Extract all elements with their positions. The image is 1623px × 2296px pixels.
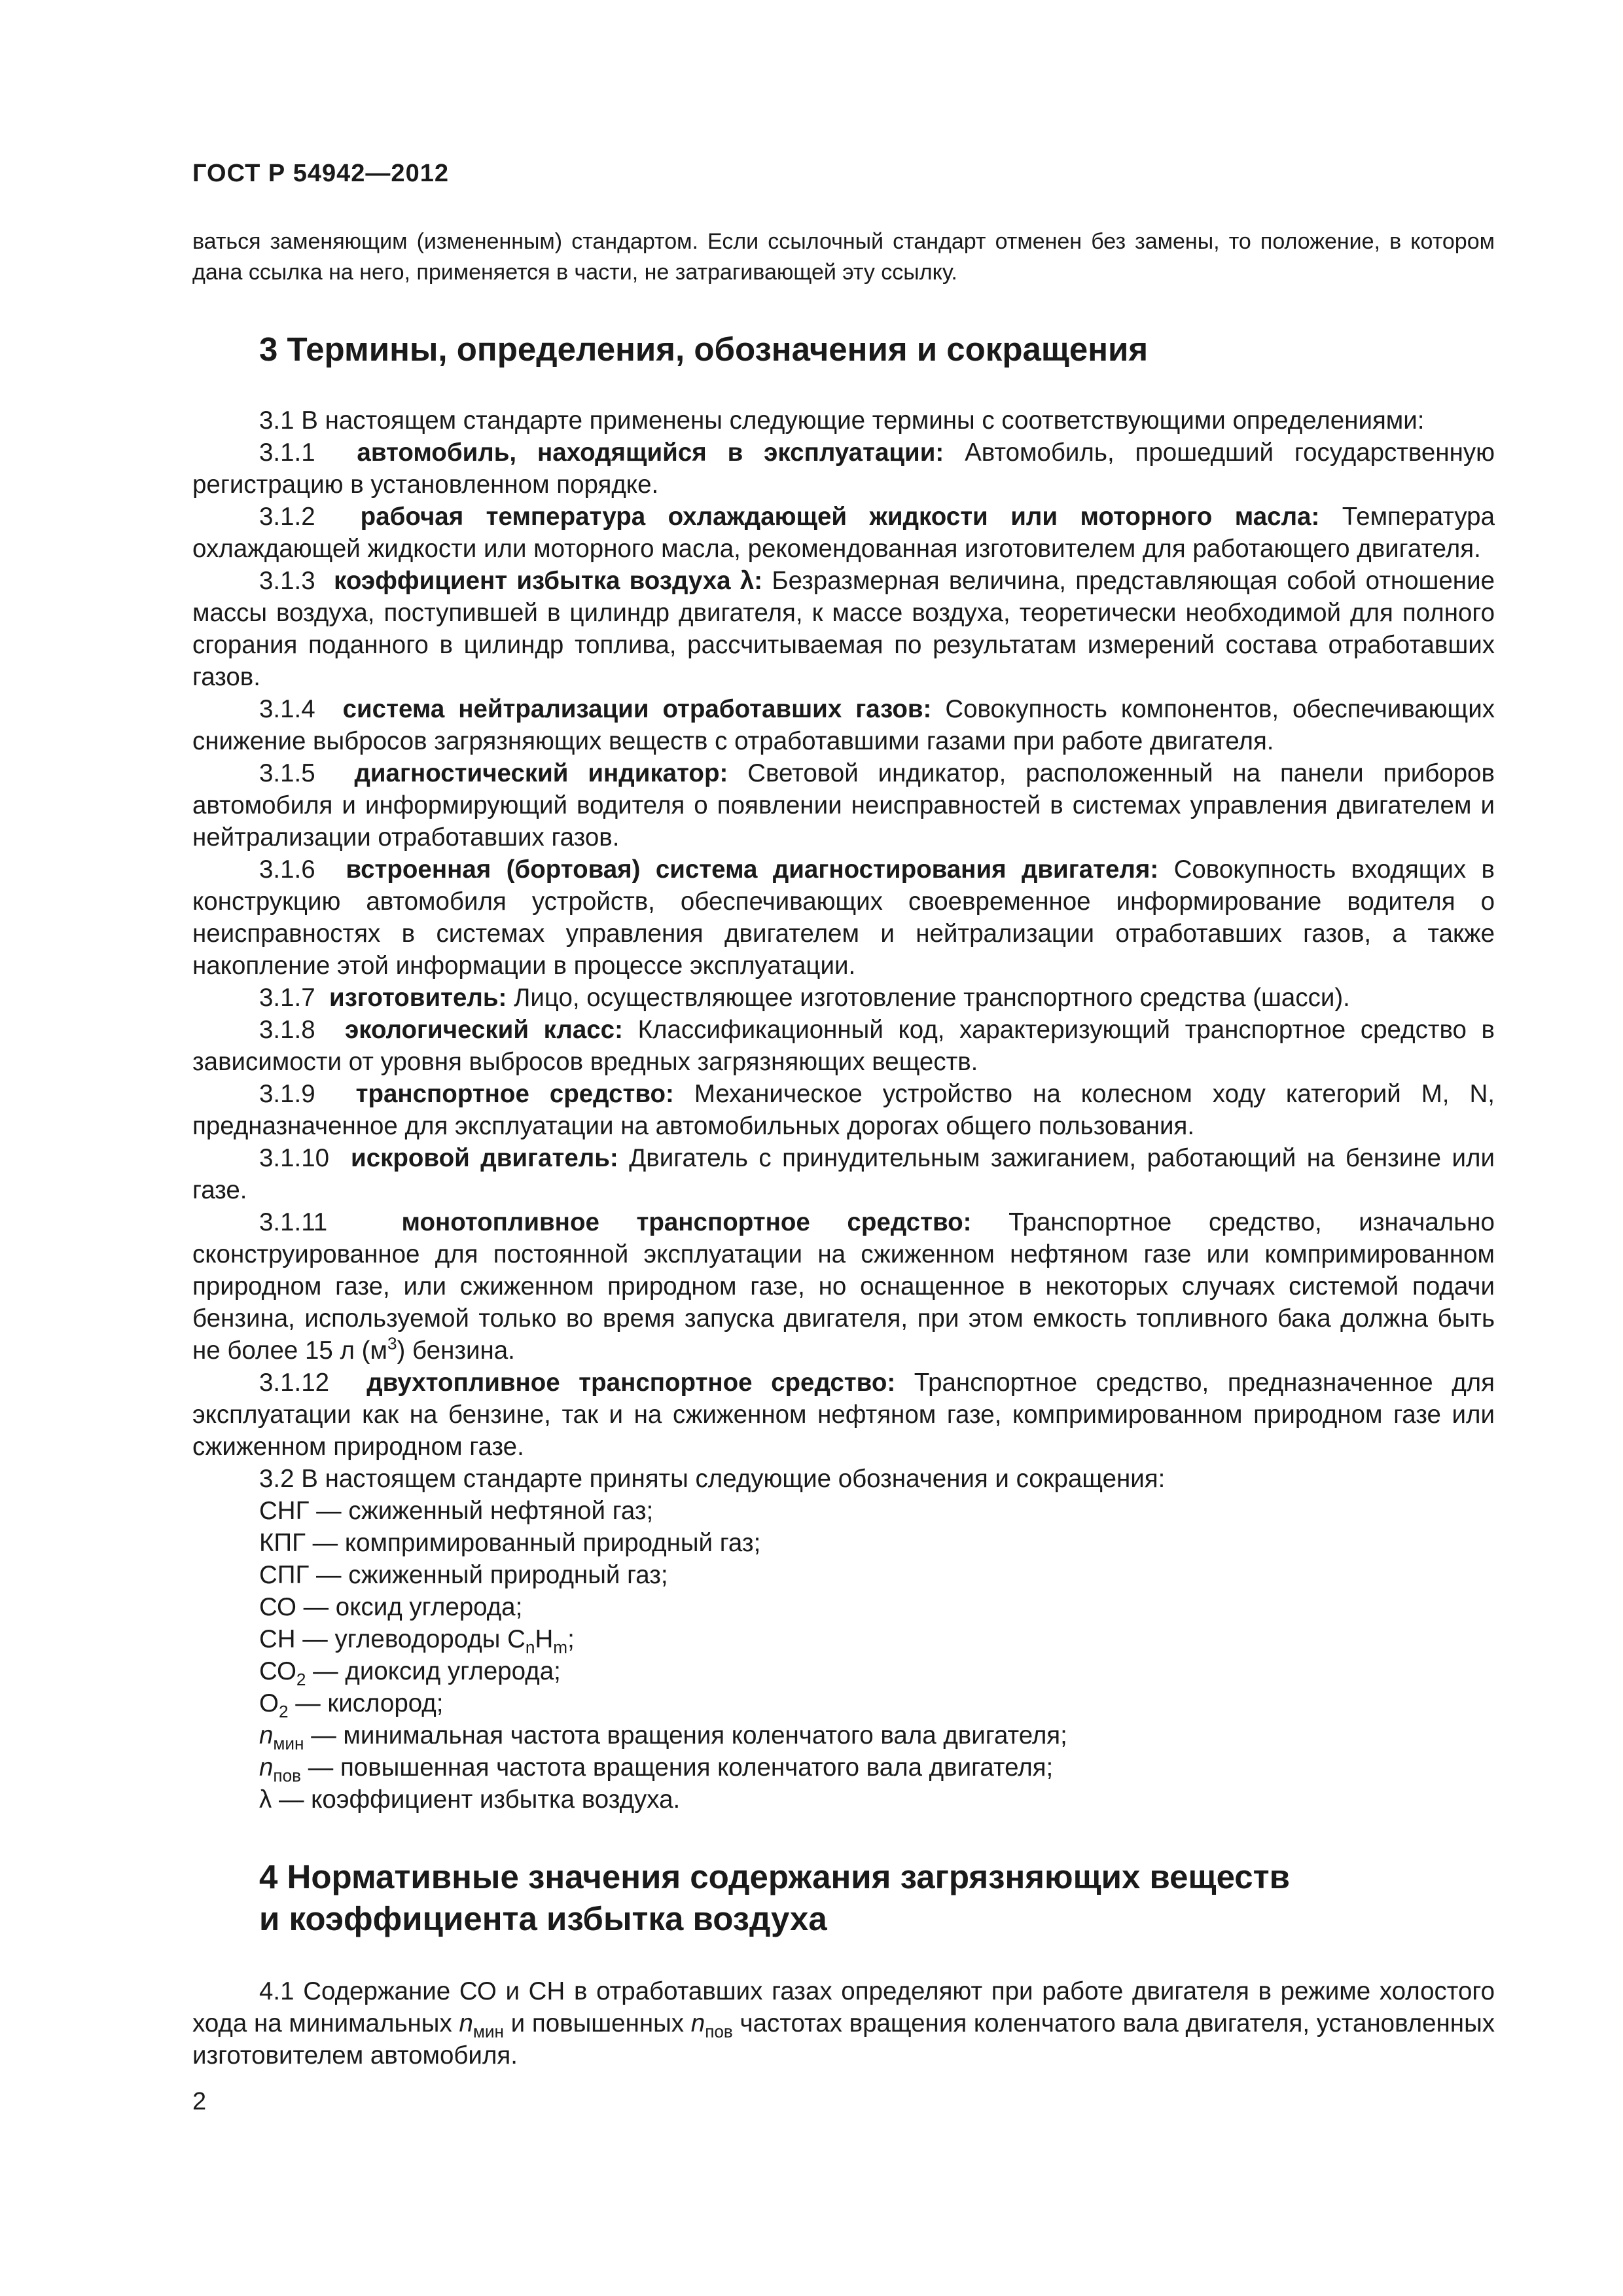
- clause-3-1: 3.1 В настоящем стандарте применены следующие термины с соответствующими определениями:: [259, 406, 1425, 435]
- intro-paragraph: ваться заменяющим (измененным) стандартом. Если ссылочный стандарт отменен без замены, то положение, в котором дана ссылка на него, применяется в части, не затрагивающей эту ссылку.: [192, 229, 1495, 285]
- term-3-1-5: 3.1.5 диагностический индикатор: Световой индикатор, расположенный на панели приборов автомобиля и информирующий водителя о появлении неисправностей в системах управления двигателем и нейтрализации отработавших газов.: [192, 759, 1495, 852]
- term-3-1-6: 3.1.6 встроенная (бортовая) система диагностирования двигателя: Совокупность входящих в конструкцию автомобиля устройств, обеспечивающих своевременное информирование водителя о неисправностях в системах управления двигателем и нейтрализации отработавших газов, а также накопление этой информации в процессе эксплуатации.: [192, 855, 1495, 980]
- clause-3-2: 3.2 В настоящем стандарте приняты следующие обозначения и сокращения:: [259, 1465, 1166, 1493]
- document-code: ГОСТ Р 54942—2012: [192, 160, 449, 187]
- section-3-heading: 3 Термины, определения, обозначения и сокращения: [259, 331, 1149, 368]
- term-3-1-3: 3.1.3 коэффициент избытка воздуха λ: Безразмерная величина, представляющая собой отношение массы воздуха, поступившей в цилиндр двигателя, к массе воздуха, теоретически необходимой для полного сгорания поданного в цилиндр топлива, рассчитываемая по результатам измерений состава отработавших газов.: [192, 567, 1495, 691]
- terms-list: [192, 437, 1495, 1463]
- abbr-o2: $O_2$ — кислород;: [259, 1689, 444, 1722]
- term-3-1-11: 3.1.11 монотопливное транспортное средство: Транспортное средство, изначально сконструированное для постоянной эксплуатации на сжиженном нефтяном газе или компримированном природном газе, или сжиженном природном газе, но оснащенное в некоторых случаях системой подачи бензина, используемой только во время запуска двигателя, при этом емкость топливного бака должна быть не более 15 л $(м^3)$ бензина.: [192, 1208, 1495, 1365]
- term-3-1-9: 3.1.9 транспортное средство: Механическое устройство на колесном ходу категорий M, N, предназначенное для эксплуатации на автомобильных дорогах общего пользования.: [192, 1080, 1495, 1140]
- term-3-1-7: 3.1.7 изготовитель: Лицо, осуществляющее изготовление транспортного средства (шасси).: [259, 984, 1350, 1012]
- abbreviations-list: [192, 1495, 1495, 1816]
- abbr-ch: СН — углеводороды $C_nH_m$;: [259, 1625, 575, 1658]
- abbr-lambda: λ — коэффициент избытка воздуха.: [259, 1785, 681, 1814]
- section-4-heading: 4 Нормативные значения содержания загрязняющих веществ и коэффициента избытка воздуха: [259, 1858, 1290, 1937]
- term-3-1-1: 3.1.1 автомобиль, находящийся в эксплуатации: Автомобиль, прошедший государственную регистрацию в установленном порядке.: [192, 439, 1495, 499]
- page-number: 2: [192, 2088, 207, 2115]
- abbr-co2: $СО_2$ — диоксид углерода;: [259, 1657, 561, 1690]
- abbr-sng: СНГ — сжиженный нефтяной газ;: [259, 1497, 654, 1525]
- term-3-1-10: 3.1.10 искровой двигатель: Двигатель с принудительным зажиганием, работающий на бензине или газе.: [192, 1144, 1495, 1204]
- abbr-npov: $n_{пов}$ — повышенная частота вращения коленчатого вала двигателя;: [259, 1753, 1054, 1786]
- abbr-nmin: $n_{мин}$ — минимальная частота вращения коленчатого вала двигателя;: [259, 1721, 1067, 1754]
- term-3-1-2: 3.1.2 рабочая температура охлаждающей жидкости или моторного масла: Температура охлаждающей жидкости или моторного масла, рекомендованная изготовителем для работающего двигателя.: [192, 503, 1495, 563]
- clause-4-1: 4.1 Содержание СО и СН в отработавших газах определяют при работе двигателя в режиме холостого хода на минимальных $n_{мин}$ и повышенных $n_{пов}$ частотах вращения коленчатого вала двигателя, установленных изготовителем автомобиля.: [192, 1977, 1495, 2070]
- term-3-1-4: 3.1.4 система нейтрализации отработавших газов: Совокупность компонентов, обеспечивающих снижение выбросов загрязняющих веществ с отработавшими газами при работе двигателя.: [192, 695, 1495, 755]
- abbr-kpg: КПГ — компримированный природный газ;: [259, 1529, 761, 1557]
- abbr-co: СО — оксид углерода;: [259, 1593, 523, 1621]
- abbr-spg: СПГ — сжиженный природный газ;: [259, 1561, 668, 1589]
- term-3-1-8: 3.1.8 экологический класс: Классификационный код, характеризующий транспортное средство в зависимости от уровня выбросов вредных загрязняющих веществ.: [192, 1016, 1495, 1076]
- term-3-1-12: 3.1.12 двухтопливное транспортное средство: Транспортное средство, предназначенное для эксплуатации как на бензине, так и на сжиженном нефтяном газе, компримированном природном газе или сжиженном природном газе.: [192, 1369, 1495, 1461]
- page-content: [192, 226, 1495, 2072]
